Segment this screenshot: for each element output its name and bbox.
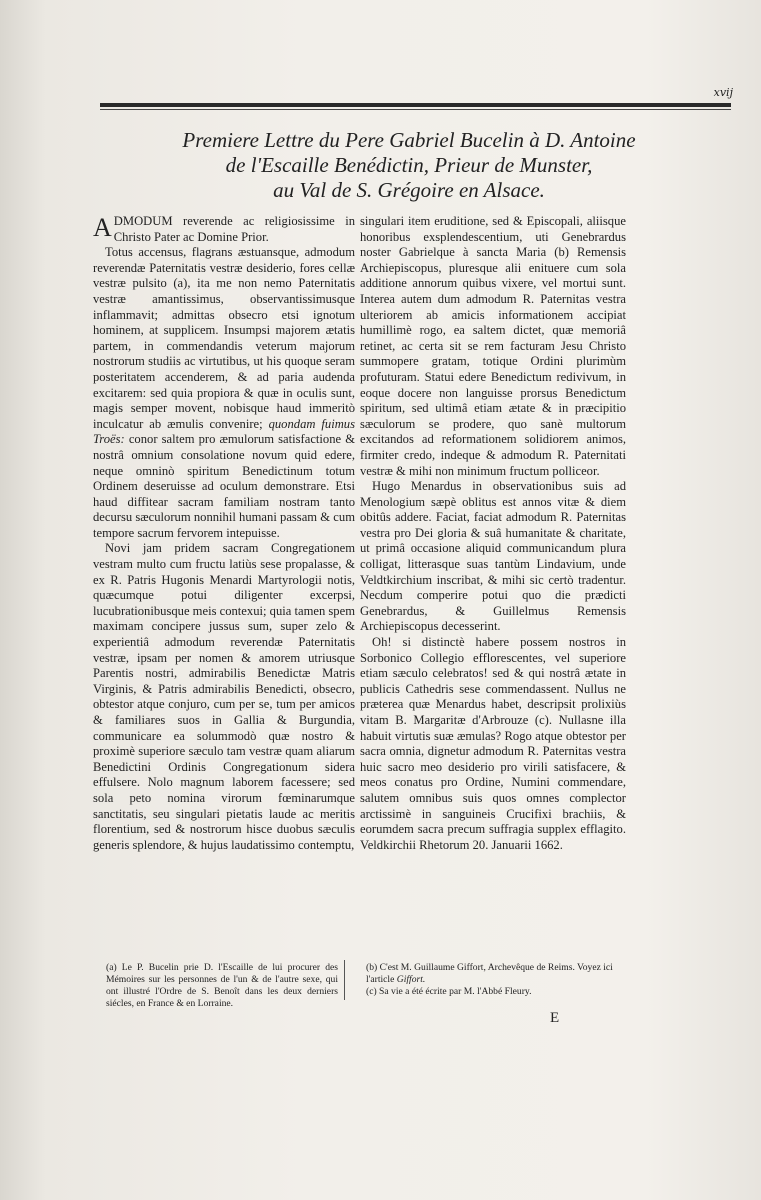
title-line-1: Premiere Lettre du Pere Gabriel Bucelin à D. Antoine — [182, 128, 636, 152]
letter-title — [94, 128, 724, 203]
right-column — [360, 214, 626, 853]
footnote-b — [366, 962, 626, 986]
opening-paragraph — [93, 214, 355, 245]
footnote-a: (a) Le P. Bucelin prie D. l'Escaille de lui procurer des Mémoires sur les personnes de l'un & de l'autre sexe, qui ont illustré l'Ordre de S. Benoît dans les deux derniers siécles, en France & en Lorraine. — [106, 962, 338, 1009]
footnote-c: (c) Sa vie a été écrite par M. l'Abbé Fleury. — [366, 986, 532, 997]
paragraph-2 — [93, 245, 355, 541]
page-number: xvij — [713, 86, 733, 99]
paragraph-5: Hugo Menardus in observationibus suis ad Menologium sæpè oblitus est annos vitæ & diem obitûs addere. Faciat, faciat admodum R. Paternitas vestra pro Dei gloria & suâ humanitate & charitate, ut primâ occasione aliquid communicandum plura colligat, litterasque suas tantùm Lindavium, unde Veldtkirchium inscribat, & mihi sic certò tradentur. Necdum comperire potui quo die prædicti Genebrardus, & Guillelmus Remensis Archiepiscopus decesserint. — [360, 479, 626, 634]
header-rule — [100, 103, 731, 107]
footnotes-right — [366, 962, 626, 998]
paragraph-3: Novi jam pridem sacram Congregationem vestram multo cum fructu latiùs sese propalasse, & ex R. Patris Hugonis Menardi Martyrologii notis, quæcumque potui diligenter excerpsi, lucubrationibusque meis contexui; quia tamen spem maximam concipere jussus sum, super zelo & experientiâ admodum reverendæ Paternitatis vestræ, ipsam per nomen & amorem utriusque Parentis nostri, admirabilis Benedictæ Matris Virginis, & Patris admirabilis Benedicti, obsecro, obtestor atque conjuro, cum per se, tum per amicos & familiares suos in Gallia & Burgundia, communicare ea solummodò quæ nostro & proximè superiore sæculo tam vestræ quam aliarum Benedictini Ordinis Congregationum sidera effulsere. Nolo magnum laborem facessere; sed sola peto nomina virorum fœminarumque sanctitatis, seu singulari pietatis laude ac meritis florentium, sed & nostrorum hisce duobus sæculis generis splendore, & hujus laudatissimo contemptu, — [93, 541, 355, 852]
title-line-3: au Val de S. Grégoire en Alsace. — [273, 178, 545, 202]
header-rule-thin — [100, 109, 731, 110]
footnote-b-text: (b) C'est M. Guillaume Giffort, Archevêque de Reims. Voyez ici l'article — [366, 962, 613, 985]
footnote-divider — [344, 960, 345, 1000]
quote-troes: quondam fuimus Troës: — [93, 416, 355, 447]
left-column — [93, 214, 355, 853]
paragraph-2-part-b: conor saltem pro æmulorum satisfactione & nostrâ omnium consolatione novum quid edere, neque omninò spiritum Benedictinum totum Ordinem deseruisse ad oculum demonstrare. Etsi haud diffitear sacram familiam nostram tanto decursu sæculorum nonnihil humani passam & cum tempore sacrum fervorem intepuisse. — [93, 432, 355, 540]
title-line-2: de l'Escaille Benédictin, Prieur de Munster, — [225, 153, 593, 177]
drop-cap: A — [93, 213, 112, 242]
footnote-b-ref: Giffort. — [396, 974, 426, 985]
signature-mark: E — [550, 1010, 560, 1026]
opening-text: DMODUM reverende ac religiosissime in Christo Pater ac Domine Prior. — [113, 214, 355, 244]
paragraph-4: singulari item eruditione, sed & Episcopali, aliisque honoribus exsplendescentium, uti Genebrardus noster Gabrielque à sancta Maria (b) Remensis Archiepiscopus, pluresque alii enituere cum sola additione annorum quibus vixere, vel mortui sunt. Interea autem dum admodum R. Paternitas vestra ulteriorem ab amicis informationem accipiat humillimè rogo, ea saltem dictet, quæ memoriâ retinet, ac certa sit se rem facturam Jesu Christo summopere gratam, totique Ordini plurimùm profuturam. Statui edere Benedictum redivivum, in eoque docere non languisse prorsus Benedictum spiritum, sed ultimâ etiam ætate & in præcipitio sæculorum se prodere, quo sanè multorum excitandos ad reformationem solidiorem animos, firmiter credo, indeque & admodum R. Paternitati vestræ & mihi non minimum fructum polliceor. — [360, 214, 626, 478]
paragraph-6: Oh! si distinctè habere possem nostros in Sorbonico Collegio efflorescentes, vel superiore etiam sæculo celebratos! sed & qui nostrâ ætate in publicis Cathedris sese commendassent. Nullus ne præterea quæ Menardus habet, descripsit prolixiùs vitam B. Margaritæ d'Arbrouze (c). Nullasne illa habuit virtutis suæ æmulas? Rogo atque obtestor per sacra omnia, dignetur admodum R. Paternitas vestra huic sacro meo desiderio pro virili satisfacere, & meos conatus pro Ordine, Numini commendare, salutem omnibus suis quos omnes complector arctissimè in sanguineis Crucifixi brachiis, & eorumdem sacra precum suffragia supplex efflagito. Veldkirchii Rhetorum 20. Januarii 1662. — [360, 635, 626, 852]
paragraph-2-part-a: Totus accensus, flagrans æstuansque, admodum reverendæ Paternitatis vestræ desiderio, fores cellæ vestræ pulsito (a), ita me non nemo Paternitatis vestræ amantissimus, observantissimusque inflammavit; admittas obsecro etsi ignotum hominem, at supplicem. Insumpsi majorem ætatis partem, in commendandis veterum majorum nostrorum studiis ac virtutibus, ut his quoque seram posteritatem accenderem, & ad paria audenda excitarem: sed quia propiora & quæ in oculis sunt, magis semper movent, nobisque haud immeritò inculcatur ab æmulis convenire; — [93, 245, 355, 431]
